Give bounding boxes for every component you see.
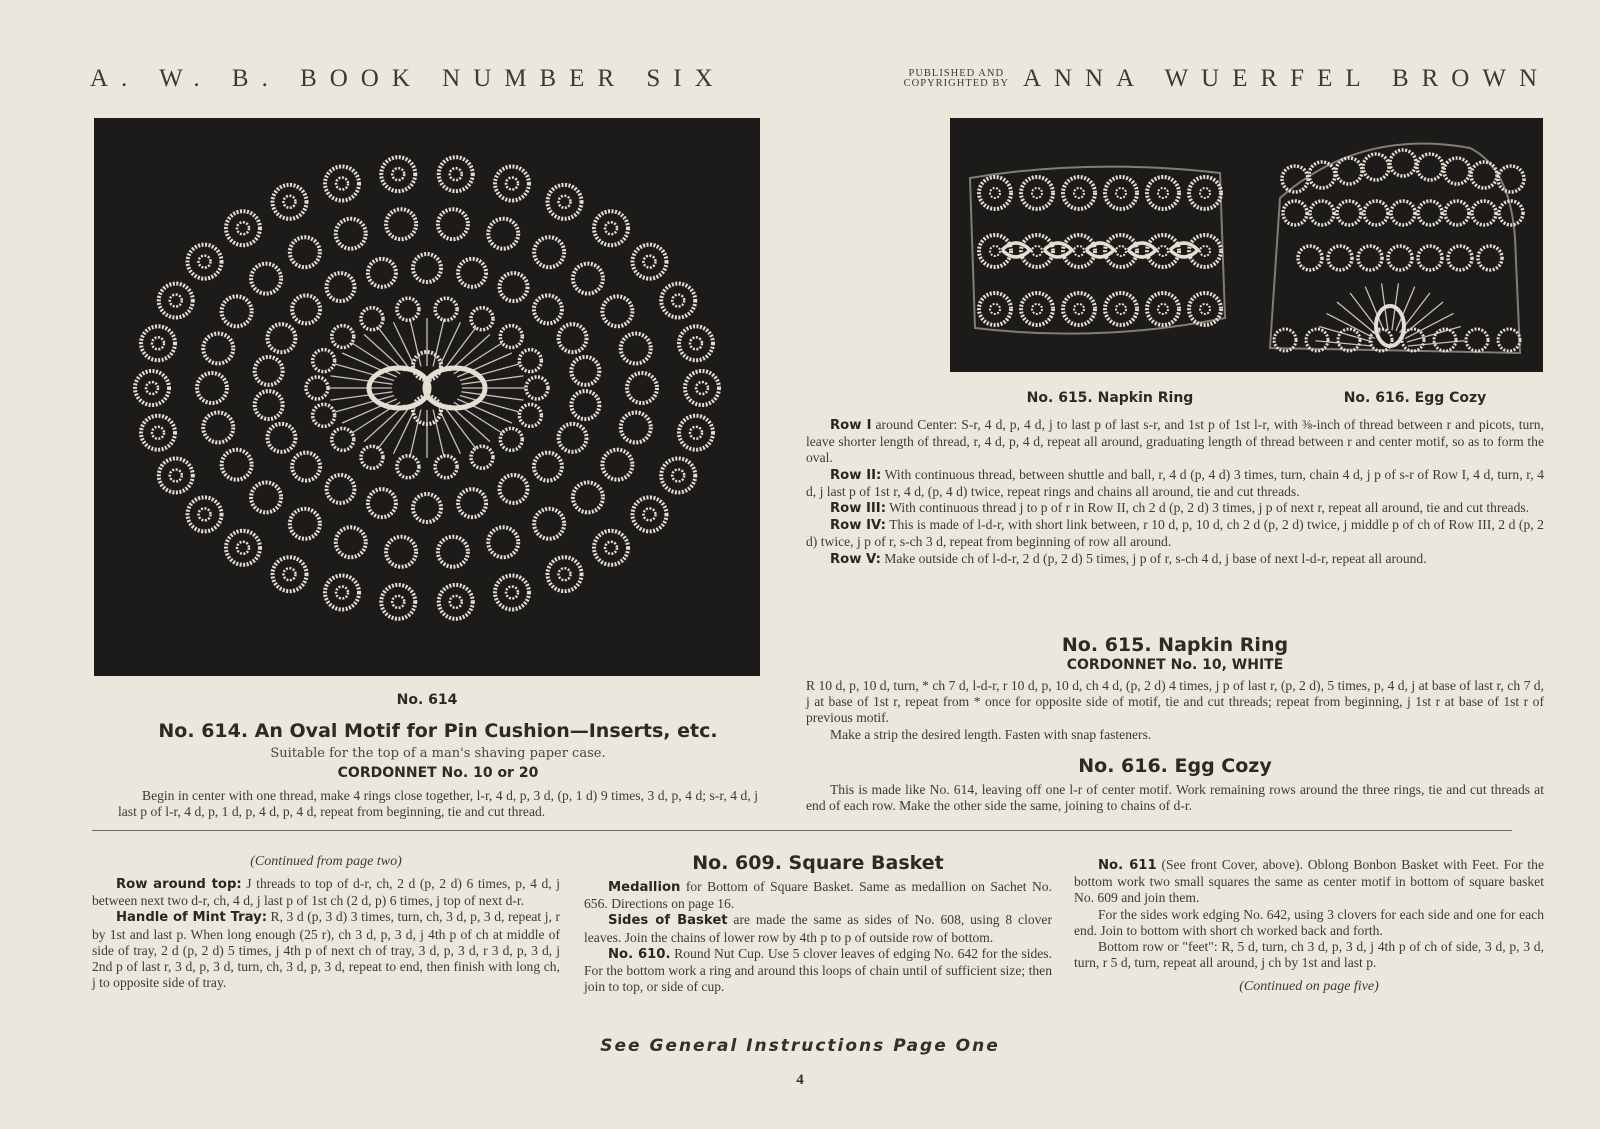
item-614-subtitle: Suitable for the top of a man's shaving paper case. <box>270 746 606 761</box>
row-1-lead: Row I <box>830 418 872 433</box>
published-note <box>904 69 1009 89</box>
item-609-title: No. 609. Square Basket <box>692 852 944 874</box>
photo-615-caption: No. 615. Napkin Ring <box>1026 390 1194 406</box>
column-3 <box>1074 857 1544 995</box>
item-616-block <box>806 755 1544 814</box>
header-author: ANNA WUERFEL BROWN <box>1022 65 1550 92</box>
row-2 <box>806 467 1544 500</box>
photo-oval-motif <box>94 118 760 676</box>
published-line-1: PUBLISHED AND <box>908 68 1005 79</box>
item-615-text-1: R 10 d, p, 10 d, turn, * ch 7 d, l-d-r, r 10 d, p, 10 d, ch 4 d, (p, 2 d) 4 times, j p of last r, (p, 2 d), 5 times, p, 4 d, j at base of last r, ch 7 d, j at base of 1st r, repeat from * once for opposite side of motif, tie and cut threads; repeat from beginning, j 1st r at base of 1st r of previous motif. <box>806 678 1544 726</box>
row-around-top <box>92 876 560 909</box>
row-around-top-text: J threads to top of d-r, ch, 2 d (p, 2 d) 6 times, p, 4 d, j between next two d-r, ch, 4 d, j last p of 1st ch (2 d, p) 6 times, j top of next d-r. <box>92 876 561 909</box>
item-616-instructions <box>806 782 1544 814</box>
handle-mint-tray <box>92 909 560 991</box>
row-2-lead: Row II: <box>830 467 882 483</box>
row-5-text: Make outside ch of l-d-r, 2 d (p, 2 d) 5 times, j p of r, s-ch 4 d, j base of next l-d-r, repeat all around. <box>880 550 1427 566</box>
sides-basket-paragraph <box>584 912 1052 945</box>
item-616-title: No. 616. Egg Cozy <box>1078 755 1272 777</box>
page-header <box>90 62 1550 96</box>
item-616-text: This is made like No. 614, leaving off one l-r of center motif. Work remaining rows around the three rings, tie and cut threads at end of each row. Make the other side the same, joining to chains of d-r. <box>806 782 1544 814</box>
rows-instructions <box>806 417 1544 568</box>
photo-614-caption: No. 614 <box>396 692 458 708</box>
row-3 <box>806 500 1544 517</box>
medallion-lead: Medallion <box>608 880 681 895</box>
sides-paragraph <box>1074 907 1544 939</box>
item-611-text: (See front Cover, above). Oblong Bonbon Basket with Feet. For the bottom work two small squares the same as center motif in bottom of square basket No. 609 and join them. <box>1074 857 1544 906</box>
item-614-instructions <box>118 788 758 820</box>
item-614-block <box>118 720 758 820</box>
row-1-text: around Center: S-r, 4 d, p, 4 d, j to last p of last s-r, and 1st p of 1st l-r, with ⅜-inch of thread between r and picots, turn, leave shorter length of thread, r, 4 d, p, 4 d, repeat all around, graduating length of thread between r and center motif, so as to form the oval. <box>806 417 1544 466</box>
feet-paragraph <box>1074 939 1544 971</box>
napkin-ring-egg-cozy-image <box>950 118 1543 372</box>
feet-text: Bottom row or "feet": R, 5 d, turn, ch 3 d, p, 3 d, j 4th p of ch of side, 3 d, p, 3 d, turn, r 5 d, turn, repeat all around, j ch by 1st and last p. <box>1074 939 1544 971</box>
item-610-lead: No. 610. <box>608 946 671 962</box>
item-615-thread: CORDONNET No. 10, WHITE <box>1066 657 1284 673</box>
photo-616-caption: No. 616. Egg Cozy <box>1343 390 1487 406</box>
column-1-text <box>92 876 560 991</box>
row-1 <box>806 417 1544 467</box>
item-615-title: No. 615. Napkin Ring <box>1061 634 1289 656</box>
item-611-paragraph <box>1074 857 1544 907</box>
row-around-top-lead: Row around top: <box>116 877 242 892</box>
row-3-lead: Row III: <box>830 501 886 517</box>
continued-on-note: (Continued on page five) <box>1239 979 1379 995</box>
continued-from-note: (Continued from page two) <box>250 854 402 869</box>
header-left: A. W. B. BOOK NUMBER SIX <box>90 65 726 92</box>
handle-mint-tray-lead: Handle of Mint Tray: <box>116 910 267 926</box>
section-divider <box>92 830 1512 831</box>
oval-doily-image <box>94 118 760 676</box>
sides-text: For the sides work edging No. 642, using 3 clovers for each side and one for each end. Join to bottom with short ch worked back and forth. <box>1074 906 1544 938</box>
row-4 <box>806 517 1544 550</box>
item-615-block <box>806 634 1544 743</box>
row-3-text: With continuous thread j to p of r in Row II, ch 2 d (p, 2 d) 3 times, j p of next r, repeat all around, tie and cut threads. <box>885 500 1530 516</box>
item-611-lead: No. 611 <box>1098 858 1157 873</box>
column-1 <box>92 854 560 991</box>
row-5 <box>806 551 1544 568</box>
item-614-text: Begin in center with one thread, make 4 rings close together, l-r, 4 d, p, 3 d, (p, 1 d) 9 times, 3 d, p, 4 d; s-r, 4 d, j last p of l-r, 4 d, p, 1 d, p, 4 d, p, 4 d, repeat from beginning, tie and cut thread. <box>118 788 758 820</box>
sides-basket-text: are made the same as sides of No. 608, using 8 clover leaves. Join the chains of lower row by 4th p to p of outside row of bottom. <box>584 912 1052 945</box>
column-3-text <box>1074 857 1544 971</box>
column-2 <box>584 852 1052 995</box>
published-line-2: COPYRIGHTED BY <box>903 78 1009 89</box>
row-4-lead: Row IV: <box>830 518 886 534</box>
column-2-text <box>584 879 1052 995</box>
photo-napkin-ring-egg-cozy <box>950 118 1543 372</box>
page-number: 4 <box>796 1072 804 1088</box>
item-615-instructions <box>806 678 1544 743</box>
item-614-title: No. 614. An Oval Motif for Pin Cushion—Inserts, etc. <box>158 720 718 742</box>
medallion-paragraph <box>584 879 1052 912</box>
row-2-text: With continuous thread, between shuttle and ball, r, 4 d (p, 4 d) 3 times, turn, chain 4 d, j p of s-r of Row I, 4 d, turn, r, 4 d, j last p of 1st r, 4 d, (p, 4 d) twice, repeat rings and chains all around, tie and cut threads. <box>806 466 1544 499</box>
handle-mint-tray-text: R, 3 d (p, 3 d) 3 times, turn, ch, 3 d, p, 3 d, repeat j, r by 1st and last p. When long enough (25 r), ch 3 d, p, 3 d, j 4th p of ch at middle of side of tray, 2 d (p, 2 d) 5 times, j 4th p of next ch of tray, 3 d, p, 3 d, r 3 d, p, 3 d, j 2nd p of last r, 3 d, p, 3 d, turn, ch, 3 d, p, 3 d, repeat to end, then finish with long ch, j to opposite side of tray. <box>92 909 560 991</box>
medallion-text: for Bottom of Square Basket. Same as medallion on Sachet No. 656. Directions on page 16. <box>584 879 1052 912</box>
item-610-paragraph <box>584 946 1052 996</box>
general-instructions-note: See General Instructions Page One <box>600 1036 1000 1056</box>
item-610-text: Round Nut Cup. Use 5 clover leaves of edging No. 642 for the sides. For the bottom work a ring and around this loops of chain until of sufficient size; then join to top, or side of cup. <box>584 945 1052 995</box>
item-615-text-2: Make a strip the desired length. Fasten with snap fasteners. <box>830 726 1152 742</box>
row-4-text: This is made of l-d-r, with short link between, r 10 d, p, 10 d, ch 2 d (p, 2 d) twice, j middle p of ch of Row III, 2 d (p, 2 d) twice, j p of r, s-ch 3 d, repeat from beginning of row all around. <box>806 517 1544 550</box>
item-614-thread: CORDONNET No. 10 or 20 <box>337 765 539 781</box>
sides-basket-lead: Sides of Basket <box>608 913 728 929</box>
row-5-lead: Row V: <box>830 551 881 567</box>
